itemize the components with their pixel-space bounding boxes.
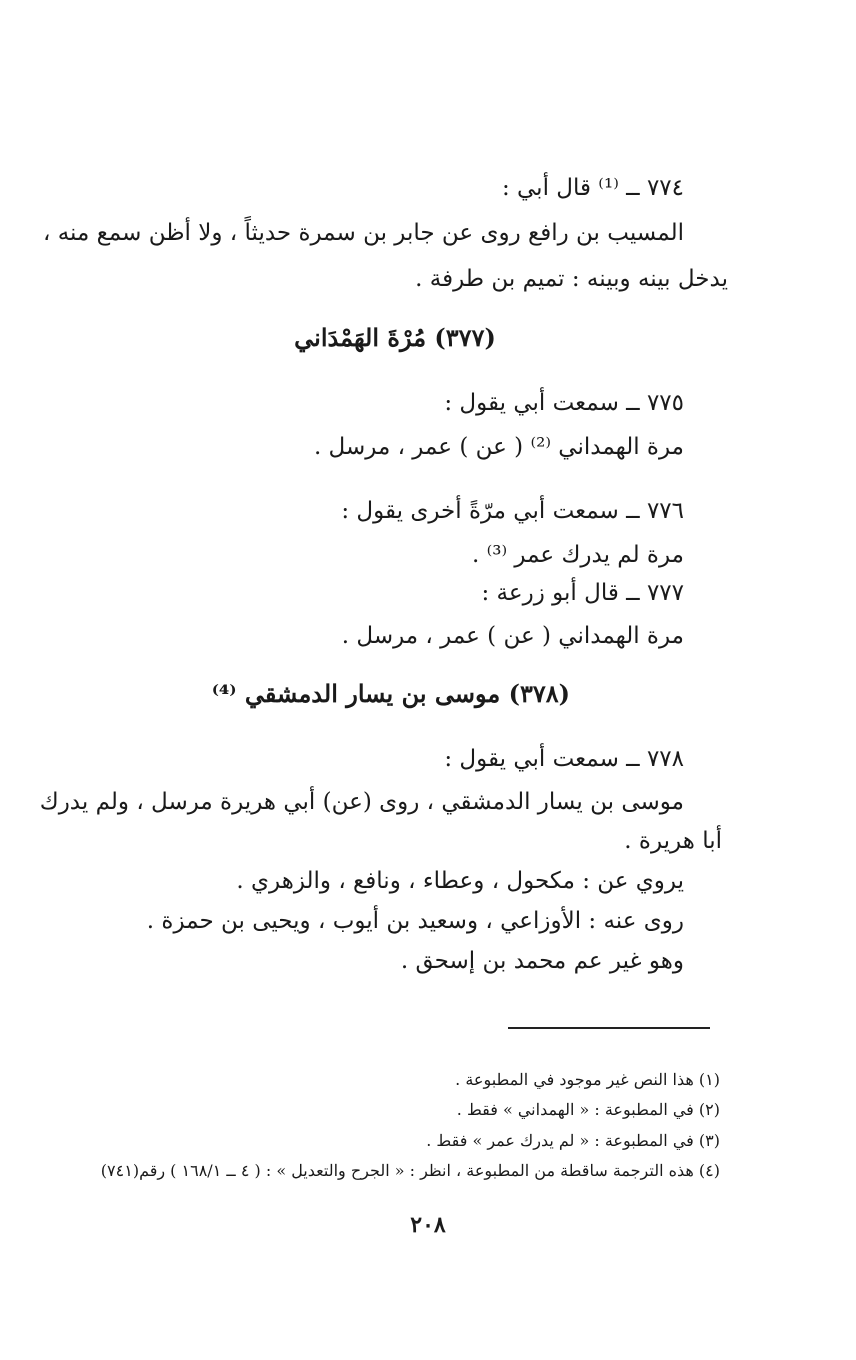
entry-778-text-line-2: أبا هريرة . <box>624 828 722 854</box>
footnote-1: (١) هذا النص غير موجود في المطبوعة . <box>455 1070 720 1089</box>
entry-778-text-line-1: موسى بن يسار الدمشقي ، روى (عن) أبي هريرة مرسل ، ولم يدرك <box>39 789 684 815</box>
entry-778-heading: ٧٧٨ ــ سمعت أبي يقول : <box>444 746 684 772</box>
footnote-4: (٤) هذه الترجمة ساقطة من المطبوعة ، انظر : « الجرح والتعديل » : ( ٤ ــ ١٦٨/١ ) رقم(٧٤١) <box>100 1161 720 1180</box>
entry-778-narrates-from: يروي عن : مكحول ، وعطاء ، ونافع ، والزهري . <box>236 868 684 894</box>
entry-774-text-line-1: المسيب بن رافع روى عن جابر بن سمرة حديثاً ، ولا أظن سمع منه ، <box>42 220 684 246</box>
entry-776-text: مرة لم يدرك عمر ⁽³⁾ . <box>471 542 684 568</box>
section-377-heading: (٣٧٧) مُرْةَ الهَمْدَاني <box>294 323 496 352</box>
footnote-2: (٢) في المطبوعة : « الهمداني » فقط . <box>456 1100 720 1119</box>
section-378-heading: (٣٧٨) موسى بن يسار الدمشقي ⁽⁴⁾ <box>211 679 570 708</box>
entry-776-heading: ٧٧٦ ــ سمعت أبي مرّةً أخرى يقول : <box>341 498 684 524</box>
entry-774-text-line-2: يدخل بينه وبينه : تميم بن طرفة . <box>415 266 728 292</box>
entry-778-narrated-by: روى عنه : الأوزاعي ، وسعيد بن أيوب ، ويحيى بن حمزة . <box>146 908 684 934</box>
page-number: ٢٠٨ <box>410 1212 446 1238</box>
footnote-separator <box>508 1027 710 1029</box>
entry-777-heading: ٧٧٧ ــ قال أبو زرعة : <box>481 580 684 606</box>
entry-777-text: مرة الهمداني ( عن ) عمر ، مرسل . <box>341 623 684 649</box>
entry-775-heading: ٧٧٥ ــ سمعت أبي يقول : <box>444 390 684 416</box>
entry-778-note: وهو غير عم محمد بن إسحق . <box>400 948 684 974</box>
footnote-3: (٣) في المطبوعة : « لم يدرك عمر » فقط . <box>426 1131 720 1150</box>
entry-775-text: مرة الهمداني ⁽²⁾ ( عن ) عمر ، مرسل . <box>313 434 684 460</box>
entry-774-heading: ٧٧٤ ــ ⁽¹⁾ قال أبي : <box>501 175 684 201</box>
